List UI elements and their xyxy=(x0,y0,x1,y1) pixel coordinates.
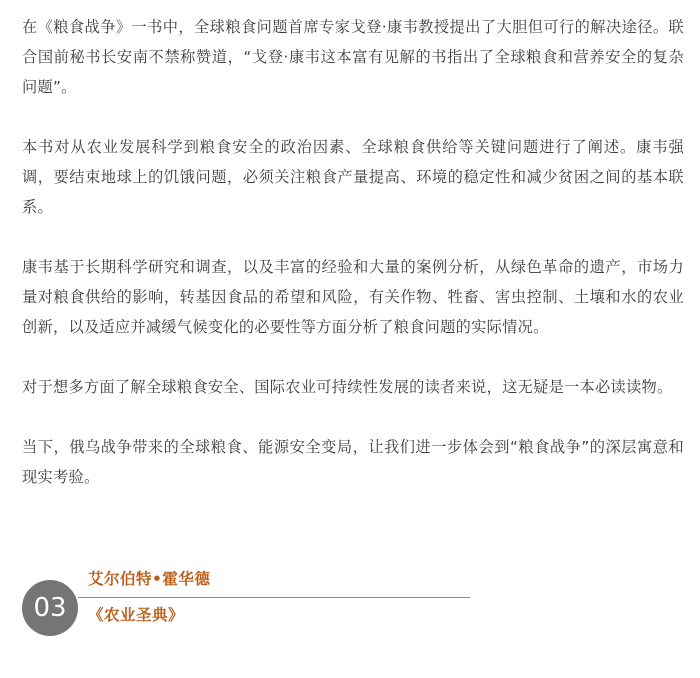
section-number-badge: 03 xyxy=(22,580,78,636)
section-book-title: 《农业圣典》 xyxy=(88,606,185,624)
paragraph-overview: 本书对从农业发展科学到粮食安全的政治因素、全球粮食供给等关键问题进行了阐述。康韦强调，要结束地球上的饥饿问题，必须关注粮食产量提高、环境的稳定性和减少贫困之间的基本联系。 xyxy=(22,138,684,216)
article-body xyxy=(22,12,684,522)
paragraph-analysis: 康韦基于长期科学研究和调查，以及丰富的经验和大量的案例分析，从绿色革命的遗产，市场力量对粮食供给的影响，转基因食品的希望和风险，有关作物、牲畜、害虫控制、土壤和水的农业创新，以及适应并减缓气候变化的必要性等方面分析了粮食问题的实际情况。 xyxy=(22,258,684,336)
paragraph-intro: 在《粮食战争》一书中，全球粮食问题首席专家戈登·康韦教授提出了大胆但可行的解决途径。联合国前秘书长安南不禁称赞道，“戈登·康韦这本富有见解的书指出了全球粮食和营养安全的复杂问题”。 xyxy=(22,18,684,96)
section-divider xyxy=(78,597,470,598)
paragraph-recommendation: 对于想多方面了解全球粮食安全、国际农业可持续性发展的读者来说，这无疑是一本必读读物。 xyxy=(22,378,673,396)
section-author: 艾尔伯特•霍华德 xyxy=(88,570,211,588)
section-header xyxy=(22,568,482,638)
paragraph-current-context: 当下，俄乌战争带来的全球粮食、能源安全变局，让我们进一步体会到“粮食战争”的深层寓意和现实考验。 xyxy=(22,438,684,486)
